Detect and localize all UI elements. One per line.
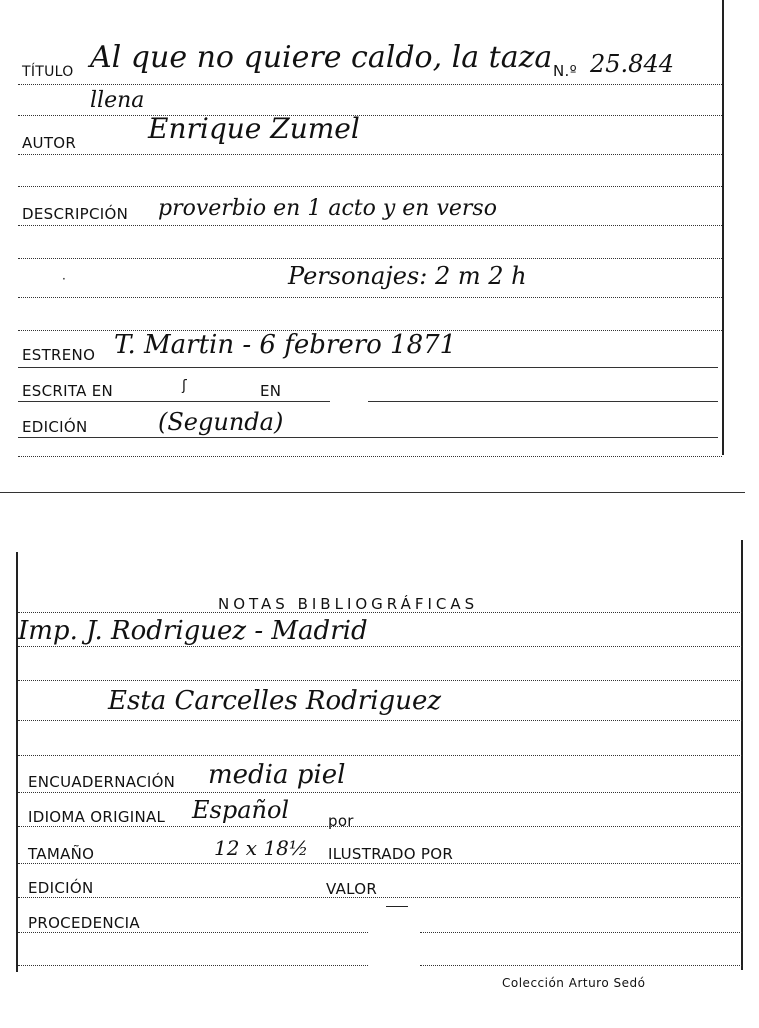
autor-label: AUTOR <box>22 134 77 152</box>
edicion-label-bottom: EDICIÓN <box>28 879 94 897</box>
estreno-label: ESTRENO <box>22 346 96 364</box>
card-left-edge <box>16 552 18 972</box>
titulo-value-continued: llena <box>90 88 145 113</box>
idioma-original-label: IDIOMA ORIGINAL <box>28 808 166 826</box>
edicion-value: (Segunda) <box>158 408 284 436</box>
numero-label: N.º <box>553 62 577 80</box>
encuadernacion-label: ENCUADERNACIÓN <box>28 773 176 791</box>
tamano-label: TAMAÑO <box>28 845 95 863</box>
card-right-edge <box>722 0 724 455</box>
stray-mark: · <box>62 272 66 286</box>
ink-mark: ʃ <box>182 378 187 394</box>
collection-credit: Colección Arturo Sedó <box>502 976 646 990</box>
valor-label: VALOR <box>326 880 378 898</box>
en-label: EN <box>260 382 282 400</box>
procedencia-label: PROCEDENCIA <box>28 914 140 932</box>
descripcion-value: proverbio en 1 acto y en verso <box>158 196 497 221</box>
descripcion-label: DESCRIPCIÓN <box>22 205 129 223</box>
autor-value: Enrique Zumel <box>148 112 360 145</box>
note-line-1: Imp. J. Rodriguez - Madrid <box>18 616 368 646</box>
escrita-en-label: ESCRITA EN <box>22 382 114 400</box>
bottom-catalog-card <box>0 540 759 1028</box>
note-line-2: Esta Carcelles Rodriguez <box>108 686 442 716</box>
dash-mark <box>386 906 408 907</box>
tamano-value: 12 x 18½ <box>214 836 309 860</box>
erased-area <box>330 395 368 441</box>
notas-heading: NOTAS BIBLIOGRÁFICAS <box>218 595 479 613</box>
edicion-label: EDICIÓN <box>22 418 88 436</box>
titulo-value: Al que no quiere caldo, la taza <box>90 40 553 75</box>
descripcion-value-continued: Personajes: 2 m 2 h <box>288 262 527 290</box>
numero-value: 25.844 <box>590 50 674 78</box>
card-separator <box>0 492 745 493</box>
titulo-label: TÍTULO <box>22 64 74 80</box>
top-catalog-card <box>0 0 759 480</box>
ilustrado-por-label: ILUSTRADO POR <box>328 845 454 863</box>
encuadernacion-value: media piel <box>208 760 346 790</box>
idioma-original-value: Español <box>192 796 290 824</box>
estreno-value: T. Martin - 6 febrero 1871 <box>114 330 457 360</box>
por-label: por <box>328 812 354 830</box>
